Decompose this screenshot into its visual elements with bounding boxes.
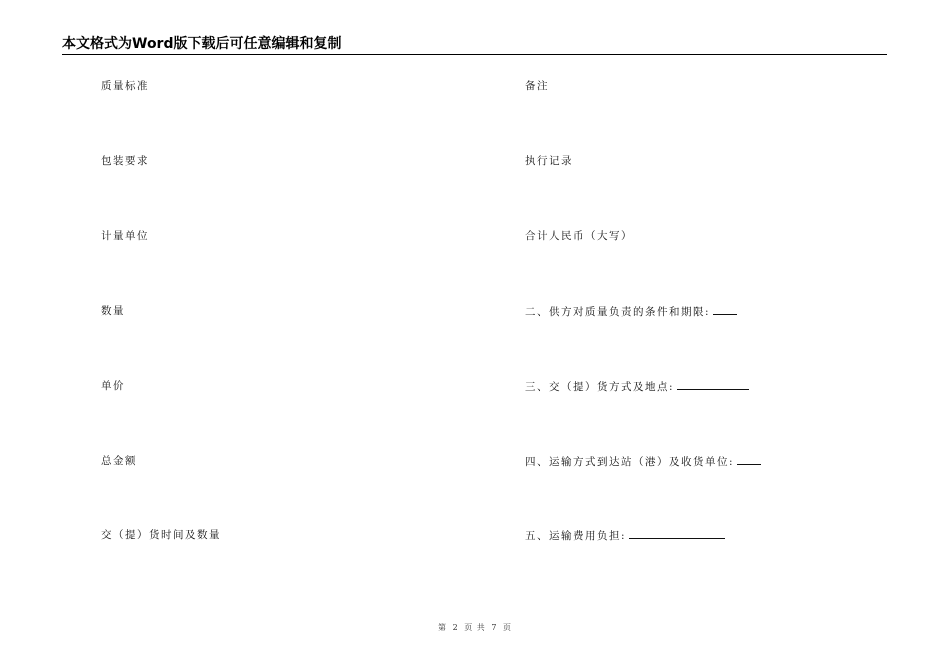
clause-transport-destination xyxy=(525,455,761,468)
footer-prefix: 第 xyxy=(438,623,448,632)
footer-middle: 页 共 xyxy=(464,623,486,632)
clause-transport-destination-label: 四、运输方式到达站（港）及收货单位: xyxy=(525,456,735,468)
field-unit-of-measure: 计量单位 xyxy=(101,230,149,242)
page-number-footer xyxy=(0,623,950,633)
field-quantity: 数量 xyxy=(101,305,125,317)
clause-delivery-method-location-label: 三、交（提）货方式及地点: xyxy=(525,381,675,393)
field-remarks: 备注 xyxy=(525,80,549,92)
clause-transport-cost-label: 五、运输费用负担: xyxy=(525,530,627,542)
field-total-amount: 总金额 xyxy=(101,455,137,467)
field-packaging-requirements: 包装要求 xyxy=(101,155,149,167)
field-unit-price: 单价 xyxy=(101,380,125,392)
fill-in-blank[interactable] xyxy=(713,305,737,315)
document-header-title: 本文格式为Word版下载后可任意编辑和复制 xyxy=(62,36,342,52)
page-header xyxy=(62,35,887,53)
clause-delivery-method-location xyxy=(525,380,749,393)
footer-current-page: 2 xyxy=(452,623,459,632)
field-total-rmb-in-words: 合计人民币（大写） xyxy=(525,230,633,242)
footer-total-pages: 7 xyxy=(491,623,498,632)
fill-in-blank[interactable] xyxy=(737,455,761,465)
clause-transport-cost xyxy=(525,529,725,542)
field-delivery-time-and-quantity: 交（提）货时间及数量 xyxy=(101,529,221,541)
fill-in-blank[interactable] xyxy=(629,529,725,539)
header-divider xyxy=(62,54,887,55)
clause-quality-responsibility-label: 二、供方对质量负责的条件和期限: xyxy=(525,306,711,318)
clause-quality-responsibility xyxy=(525,305,737,318)
fill-in-blank[interactable] xyxy=(677,380,749,390)
field-quality-standard: 质量标准 xyxy=(101,80,149,92)
field-execution-record: 执行记录 xyxy=(525,155,573,167)
footer-suffix: 页 xyxy=(502,623,512,632)
